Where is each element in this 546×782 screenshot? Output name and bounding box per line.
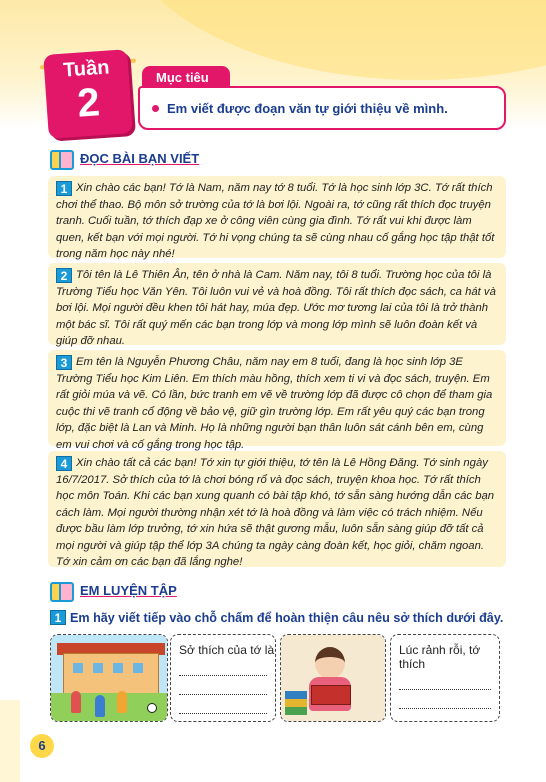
passage-4 — [48, 451, 506, 567]
blank-2-label: Lúc rảnh rỗi, tớ thích — [399, 643, 481, 671]
week-label: Tuần — [62, 56, 111, 82]
passage-text: Xin chào tất cả các bạn! Tớ xin tự giới thiệu, tớ tên là Lê Hồng Đăng. Tớ sinh ngày 16/7/2017. Sở thích của tớ là chơi bóng rổ và đọc sách, truyện khoa học. Tớ rất thích học môn Toán. Khi các bạn xung quanh có bài tập khó, tớ sẵn sàng hướng dẫn các bạn cách làm. Mọi người thường nhận xét tớ là hoà đồng và làm việc có trách nhiệm. Nếu được bầu làm lớp trưởng, tớ xin hứa sẽ thật gương mẫu, luôn sẵn sàng giúp đỡ tất cả mọi người và giúp tập thể lớp 3A chúng ta ngày càng đoàn kết, học giỏi, chăm ngoan. Tớ xin cảm ơn các bạn đã lắng nghe! — [56, 457, 495, 568]
book-icon — [311, 685, 351, 705]
girl-head — [315, 647, 345, 679]
answer-line[interactable] — [179, 685, 267, 695]
passage-2 — [48, 263, 506, 345]
week-badge — [43, 49, 133, 139]
passage-text: Tôi tên là Lê Thiên Ân, tên ở nhà là Cam. Năm nay, tôi 8 tuổi. Trường học của tôi là Trường Tiểu học Văn Yên. Tôi luôn vui vẻ và hoà đồng. Tôi rất thích đọc sách, ca hát và bơi lội. Mọi người đều khen tôi hát hay, múa đẹp. Ước mơ tương lai của tôi là trở thành một bác sĩ. Tôi rất quý mến các bạn trong lớp và mong lớp mình sẽ luôn đoàn kết và giúp đỡ nhau. — [56, 269, 496, 347]
objective-tab: Mục tiêu — [142, 66, 230, 88]
answer-line[interactable] — [179, 666, 267, 676]
child-figure — [117, 691, 127, 713]
question-text: Em hãy viết tiếp vào chỗ chấm để hoàn thiện câu nêu sở thích dưới đây. — [70, 610, 504, 625]
child-figure — [95, 695, 105, 717]
page-margin-decoration — [0, 700, 20, 782]
answer-line[interactable] — [399, 718, 491, 722]
reading-girl-illustration — [280, 634, 386, 722]
passage-number: 2 — [56, 268, 72, 283]
passage-text: Xin chào các bạn! Tớ là Nam, năm nay tớ 8 tuổi. Tớ là học sinh lớp 3C. Tớ rất thích chơi thể thao. Bộ môn sở trường của tớ là bơi lội. Ngoài ra, tớ cũng rất thích đọc truyện tranh. Cuối tuần, tớ thích đạp xe ở công viên cùng gia đình. Tớ rất vui khi được làm quen, kết bạn với mọi người. Tớ hi vọng chúng ta sẽ cùng nhau cố gắng học tập thật tốt trong năm học này nhé! — [56, 182, 495, 260]
child-figure — [71, 691, 81, 713]
practice-section-title: EM LUYỆN TẬP — [80, 582, 177, 598]
book-stack — [285, 691, 307, 715]
open-book-icon — [50, 580, 74, 600]
open-book-icon — [50, 148, 74, 168]
passage-3 — [48, 350, 506, 451]
soccer-ball-icon — [147, 703, 157, 713]
answer-line[interactable] — [179, 704, 267, 714]
passage-text: Em tên là Nguyễn Phương Châu, năm nay em 8 tuổi, đang là học sinh lớp 3E Trường Tiểu học Kim Liên. Em thích màu hồng, thích xem ti vi và đọc sách, truyện. Em rất giỏi múa và vẽ. Có lần, bức tranh em vẽ về trường lớp đã được cô chọn để tham gia cuộc thi vẽ tranh cổ động về bảo vệ, giữ gìn trường lớp. Em rất yêu quý các bạn trong lớp, đặc biệt là Lan và Minh. Họ là những người bạn thân luôn sát cánh bên em, cùng em vui chơi và cố gắng trong học tập. — [56, 356, 493, 451]
passage-number: 1 — [56, 181, 72, 196]
question-number: 1 — [50, 610, 66, 625]
school-building — [63, 653, 159, 695]
reading-section-heading — [50, 148, 199, 168]
blank-panel-2 — [390, 634, 500, 722]
objective-box — [138, 86, 506, 130]
passage-number: 4 — [56, 456, 72, 471]
bullet-icon — [152, 105, 159, 112]
passage-number: 3 — [56, 355, 72, 370]
school-illustration — [50, 634, 168, 722]
blank-1-label: Sở thích của tớ là — [179, 643, 275, 657]
week-number: 2 — [75, 80, 102, 126]
blank-panel-1 — [170, 634, 276, 722]
objective-text: Em viết được đoạn văn tự giới thiệu về mình. — [167, 100, 448, 116]
passage-1 — [48, 176, 506, 258]
practice-section-heading — [50, 580, 177, 600]
reading-section-title: ĐỌC BÀI BẠN VIẾT — [80, 150, 200, 166]
page-number: 6 — [30, 734, 54, 758]
exercise-question — [50, 610, 503, 625]
answer-line[interactable] — [399, 680, 491, 690]
answer-line[interactable] — [399, 699, 491, 709]
